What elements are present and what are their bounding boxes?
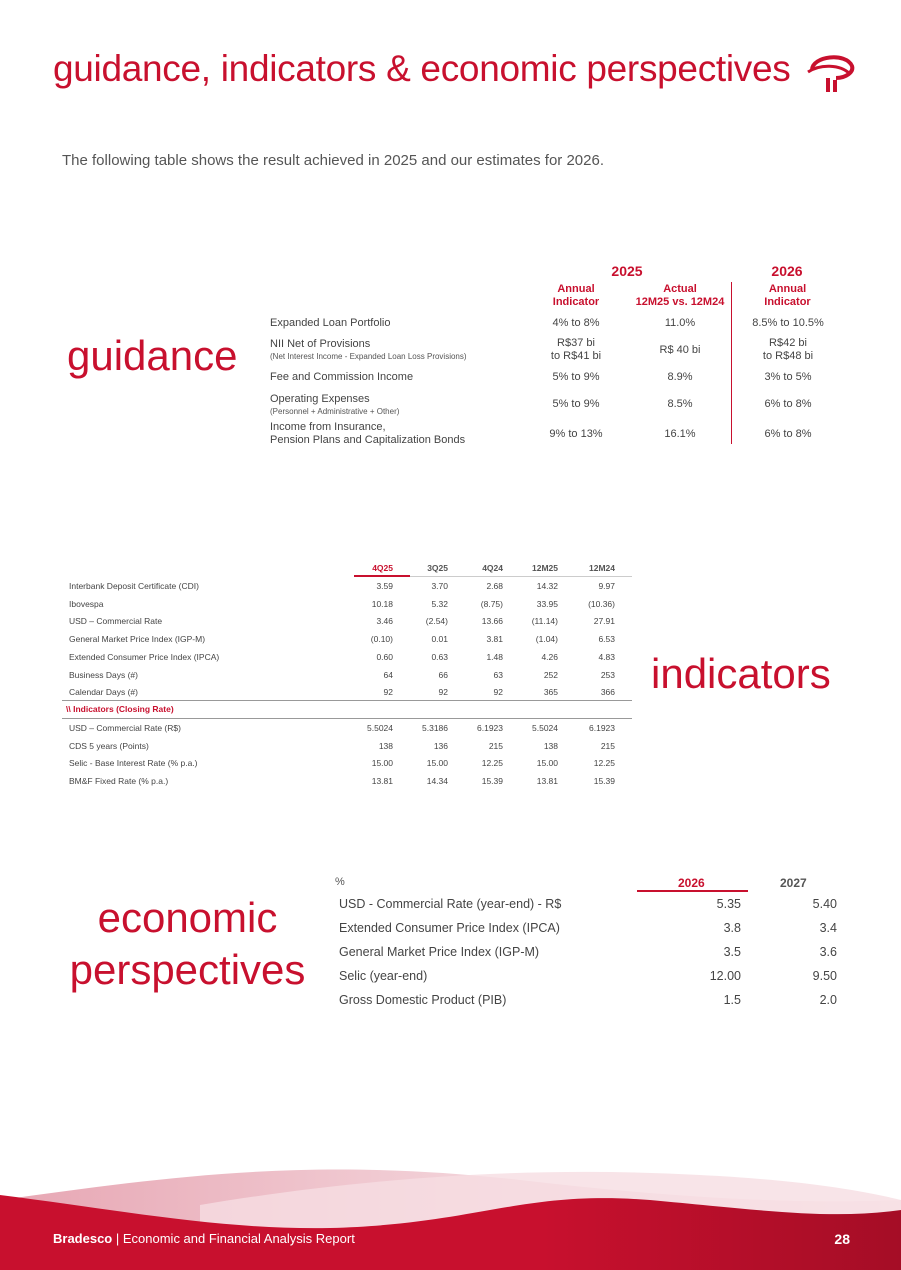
table-cell: 33.95 [536,598,558,609]
table-row [62,577,632,595]
table-cell: 138 [543,740,558,751]
perspectives-row-label: USD - Commercial Rate (year-end) - R$ [339,897,562,911]
perspectives-row-label: Extended Consumer Price Index (IPCA) [339,921,560,935]
table-cell: 0.60 [376,651,393,662]
table-cell: 12.25 [481,758,503,769]
indicators-col-3q25: 3Q25 [427,563,448,573]
guidance-cell: R$ 40 bi [659,344,701,356]
table-row [62,595,632,613]
perspectives-cell-2026: 12.00 [709,969,741,983]
guidance-cell: 6% to 8% [764,398,812,410]
table-cell: 215 [488,740,503,751]
bradesco-logo-icon [806,50,856,94]
table-cell: 3.59 [376,581,393,591]
table-cell: (11.14) [531,616,558,627]
guidance-cell: 8.5% [667,398,693,410]
indicators-label: indicators [651,650,831,697]
table-cell: 5.5024 [367,723,393,733]
guidance-label: guidance [67,332,238,379]
perspectives-row-label: General Market Price Index (IGP-M) [339,945,540,959]
guidance-cell: 4% to 8% [552,317,600,329]
table-cell: 12.25 [593,758,615,769]
indicators-col-12m25: 12M25 [532,563,558,573]
table-row [62,612,632,630]
table-cell: 6.1923 [477,723,503,733]
perspectives-col-2026: 2026 [678,876,705,890]
table-cell: 138 [378,740,393,751]
table-cell: 215 [600,740,615,751]
table-cell: (10.36) [588,598,615,609]
table-cell: 1.48 [486,651,503,662]
table-row [62,666,632,684]
guidance-row-item: Income from Insurance, Pension Plans and Capitalization Bonds [270,421,466,446]
table-cell: 6.1923 [589,723,615,733]
perspectives-cell-2027: 3.4 [819,921,837,935]
table-cell: 6.53 [598,634,615,645]
row-label: Extended Consumer Price Index (IPCA) [69,651,220,662]
guidance-cell: 11.0% [664,317,696,329]
guidance-cell: 5% to 9% [552,371,600,383]
guidance-cell: 5% to 9% [552,398,600,410]
page-title: guidance, indicators & economic perspectives [53,48,791,89]
table-cell: (8.75) [480,598,503,609]
table-cell: 252 [543,669,558,680]
guidance-cell: R$37 bi to R$41 bi [550,337,602,362]
perspectives-cell-2026: 3.5 [723,945,741,959]
row-label: Selic - Base Interest Rate (% p.a.) [69,758,198,769]
intro-text: The following table shows the result achieved in 2025 and our estimates for 2026. [62,152,604,169]
table-cell: 4.26 [541,651,558,662]
table-cell: 13.81 [536,776,558,787]
page-number: 28 [834,1231,850,1247]
perspectives-cell-2027: 9.50 [812,969,837,983]
table-row [62,737,632,755]
guidance-cell: 6% to 8% [764,428,812,440]
table-cell: 92 [493,687,503,698]
guidance-col-actual: Actual 12M25 vs. 12M24 [635,283,725,308]
table-cell: 64 [383,669,393,680]
perspectives-row-label: Selic (year-end) [339,969,428,983]
row-label: Ibovespa [69,598,104,609]
table-cell: 13.81 [371,776,393,787]
perspectives-2026-underline [637,890,748,892]
guidance-cell: 3% to 5% [764,371,812,383]
guidance-cell: 9% to 13% [549,428,603,440]
indicators-closing-section: \\ Indicators (Closing Rate) [62,700,632,719]
guidance-row-item: NII Net of Provisions (Net Interest Income - Expanded Loan Loss Provisions) [270,338,467,361]
table-cell: 92 [438,687,448,698]
table-cell: 27.91 [593,616,615,627]
table-cell: 4.83 [598,651,615,662]
perspectives-label: economic perspectives [69,894,306,993]
table-cell: 136 [433,740,448,751]
table-cell: 3.70 [431,581,448,591]
guidance-divider [731,282,732,444]
row-label: Calendar Days (#) [69,687,138,698]
perspectives-col-2027: 2027 [780,876,807,890]
guidance-year-2025: 2025 [611,263,643,279]
table-cell: (0.10) [370,634,393,645]
perspectives-cell-2027: 5.40 [812,897,837,911]
guidance-row-item: Expanded Loan Portfolio [270,317,391,329]
table-row [62,772,632,790]
table-cell: 253 [600,669,615,680]
table-cell: 15.39 [593,776,615,787]
table-cell: 0.63 [431,651,448,662]
table-cell: 10.18 [371,598,393,609]
perspectives-cell-2026: 5.35 [716,897,741,911]
table-row [62,630,632,648]
perspectives-unit: % [335,876,345,888]
perspectives-cell-2027: 3.6 [819,945,837,959]
table-cell: 5.5024 [532,723,558,733]
table-cell: 92 [383,687,393,698]
table-cell: 5.3186 [422,723,448,733]
indicators-col-4q24: 4Q24 [482,563,503,573]
table-cell: 63 [493,669,503,680]
table-cell: 3.81 [486,634,503,645]
table-cell: 3.46 [376,616,393,627]
footer-wave [0,1160,901,1270]
perspectives-row-label: Gross Domestic Product (PIB) [339,993,507,1007]
guidance-cell: 8.9% [667,371,693,383]
footer-text: Bradesco | Economic and Financial Analysis Report [53,1231,355,1246]
row-label: Interbank Deposit Certificate (CDI) [69,581,199,591]
guidance-cell: R$42 bi to R$48 bi [762,337,814,362]
guidance-cell: 16.1% [664,428,696,440]
table-cell: (2.54) [425,616,448,627]
table-cell: 15.39 [481,776,503,787]
row-label: USD – Commercial Rate [69,616,163,627]
table-cell: 66 [438,669,448,680]
table-cell: 0.01 [431,634,448,645]
guidance-row-item: Operating Expenses (Personnel + Administrative + Other) [270,393,400,416]
row-label: CDS 5 years (Points) [69,740,149,751]
row-label: BM&F Fixed Rate (% p.a.) [69,776,169,787]
indicators-col-4q25: 4Q25 [372,563,393,573]
perspectives-cell-2027: 2.0 [819,993,837,1007]
table-cell: 2.68 [486,581,503,591]
guidance-col-annual: Annual Indicator [552,283,600,308]
guidance-col-annual-2026: Annual Indicator [764,283,811,308]
indicators-col-12m24: 12M24 [589,563,615,573]
table-cell: 366 [600,687,615,698]
row-label: USD – Commercial Rate (R$) [69,723,181,733]
guidance-row-item: Fee and Commission Income [270,371,414,383]
perspectives-cell-2026: 1.5 [723,993,741,1007]
table-row [62,648,632,666]
table-cell: 15.00 [426,758,448,769]
table-cell: 5.32 [431,598,448,609]
table-cell: (1.04) [535,634,558,645]
table-cell: 365 [543,687,558,698]
table-row [62,754,632,772]
table-row [62,683,632,701]
table-cell: 14.32 [536,581,558,591]
table-cell: 15.00 [371,758,393,769]
row-label: General Market Price Index (IGP-M) [69,634,206,645]
table-row [62,719,632,737]
row-label: Business Days (#) [69,669,138,680]
guidance-cell: 8.5% to 10.5% [752,317,824,329]
table-cell: 14.34 [426,776,448,787]
guidance-year-2026: 2026 [771,263,803,279]
perspectives-cell-2026: 3.8 [723,921,741,935]
table-cell: 13.66 [481,616,503,627]
table-cell: 9.97 [598,581,615,591]
table-cell: 15.00 [536,758,558,769]
